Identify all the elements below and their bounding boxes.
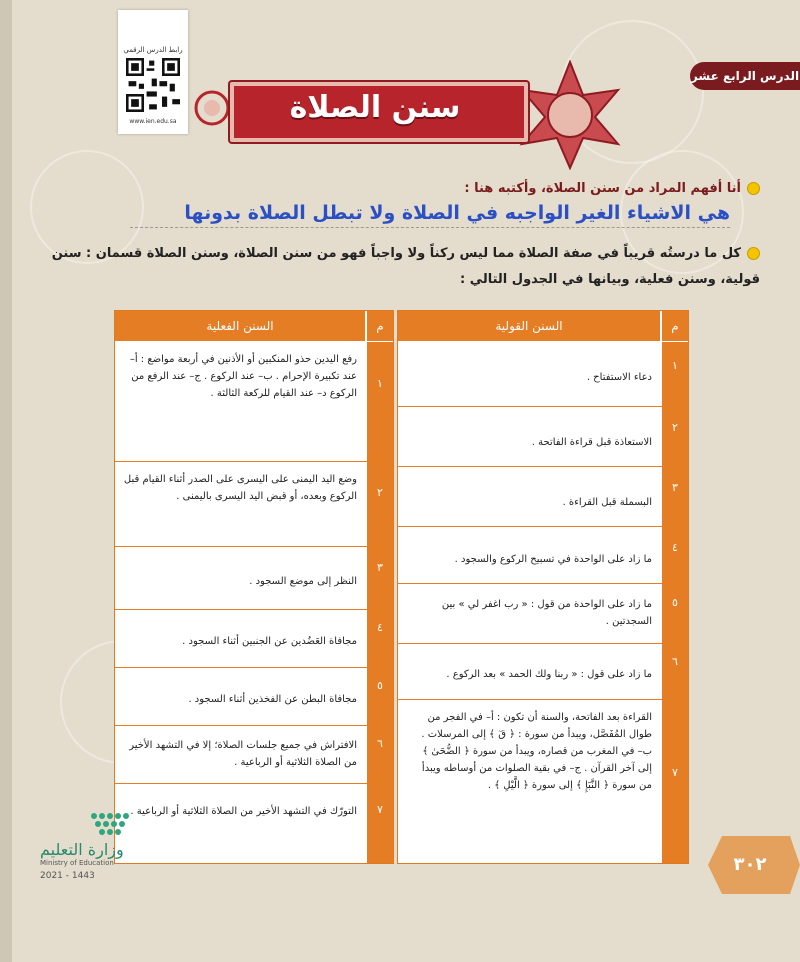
ministry-name-arabic: وزارة التعليم (40, 840, 124, 859)
qr-url: www.ien.edu.sa (129, 118, 177, 125)
yellow-bullet-icon (747, 247, 760, 260)
row-number: ٢ (672, 421, 678, 434)
row-number: ١ (672, 359, 678, 372)
row-divider (398, 466, 688, 467)
page-binding-edge (0, 0, 12, 962)
row-number: ٤ (377, 621, 383, 634)
verbal-table-header: السنن القولية (398, 311, 660, 341)
row-divider (398, 583, 688, 584)
table-cell: ما زاد على الواحدة من قول : « رب اغفر لي » بين السجدتين . (441, 599, 652, 627)
row-divider (115, 667, 393, 668)
table-cell: مجافاة البطن عن الفخذين أثناء السجود . (188, 694, 357, 705)
row-number: ٦ (672, 655, 678, 668)
table-cell: التورّك في التشهد الأخير من الصلاة الثلاثية أو الرباعية . (130, 806, 357, 817)
row-divider (115, 783, 393, 784)
verbal-sunan-table (397, 310, 689, 864)
page-number: ٣٠٢ (733, 854, 767, 875)
row-number: ٦ (377, 737, 383, 750)
table-cell: البسملة قبل القراءة . (562, 497, 652, 508)
table-cell: الافتراش في جميع جلسات الصلاة؛ إلا في التشهد الأخير من الصلاة الثلاثية أو الرباعية . (129, 740, 357, 768)
student-answer-field[interactable]: هي الاشياء الغير الواجبه في الصلاة ولا تبطل الصلاة بدونها (130, 199, 730, 228)
page-title: سنن الصلاة (289, 90, 461, 125)
table-cell: ما زاد على قول : « ربنا ولك الحمد » بعد الركوع . (446, 669, 652, 680)
row-divider (398, 643, 688, 644)
star-rosette-icon (515, 60, 625, 170)
lesson-title-banner (190, 60, 710, 170)
row-number: ٢ (377, 486, 383, 499)
qr-code-icon[interactable] (126, 58, 180, 112)
row-number: ٣ (377, 561, 383, 574)
actions-number-column (367, 342, 393, 863)
row-divider (398, 699, 688, 700)
row-number: ٣ (672, 481, 678, 494)
table-cell: الاستعاذة قبل قراءة الفاتحة . (531, 437, 652, 448)
row-number: ١ (377, 377, 383, 390)
table-cell: دعاء الاستفتاح . (586, 372, 652, 383)
table-cell: القراءة بعد الفاتحة، والسنة أن تكون : أ– في الفجر من طوال المُفَصَّل، ويبدأ من سورة : ﴿ قٓ ﴾ إلى المرسلات . ب– في المغرب من قصاره، ويبدأ من سورة ﴿ الضُّحَىٰ ﴾ إلى آخر القرآن . ج– في بقية الصلوات من أوساطه ويبدأ من سورة ﴿ النَّبَإِ ﴾ إلى سورة ﴿ الَّيْلِ ﴾ . (421, 712, 652, 791)
row-number: ٥ (377, 679, 383, 692)
edition-year: 2021 - 1443 (40, 871, 95, 881)
table-cell: ما زاد على الواحدة في تسبيح الركوع والسجود . (454, 554, 652, 565)
table-cell: مجافاة العَضُدين عن الجنبين أثناء السجود . (182, 636, 357, 647)
ministry-watermark (40, 800, 160, 881)
banner-left-flourish-icon (190, 88, 234, 128)
yellow-bullet-icon (747, 182, 760, 195)
intro-paragraph (40, 241, 760, 293)
row-number: ٥ (672, 596, 678, 609)
digital-lesson-qr-card[interactable] (118, 10, 188, 134)
understanding-prompt (110, 181, 760, 196)
actions-table-header: السنن الفعلية (115, 311, 365, 341)
qr-caption: رابط الدرس الرقمي (123, 46, 183, 54)
row-divider (398, 406, 688, 407)
prompt-text: أنا أفهم المراد من سنن الصلاة، وأكتبه هنا : (464, 181, 741, 196)
ministry-logo-dots-icon (88, 808, 148, 838)
row-number: ٧ (672, 766, 678, 779)
intro-text: كل ما درستُه قريباً في صفة الصلاة مما ليس ركناً ولا واجباً فهو من سنن الصلاة، وسنن الصلاة قسمان : سنن قولية، وسنن فعلية، وبيانها في الجدول التالي : (51, 246, 760, 287)
ministry-name-english: Ministry of Education (40, 859, 114, 867)
verbal-num-header: م (662, 311, 688, 341)
row-divider (115, 725, 393, 726)
lesson-number-tab: الدرس الرابع عشر (690, 62, 800, 90)
row-divider (115, 546, 393, 547)
row-divider (115, 609, 393, 610)
actions-num-header: م (367, 311, 393, 341)
table-cell: وضع اليد اليمنى على اليسرى على الصدر أثناء القيام قبل الركوع وبعده، أو قبض اليد اليسرى باليمنى . (123, 474, 357, 502)
table-cell: رفع اليدين حذو المنكبين أو الأذنين في أربعة مواضع : أ– عند تكبيرة الإحرام . ب– عند الركوع . ج– عند الرفع من الركوع د– عند القيام للركعة الثالثة . (129, 354, 357, 399)
actions-sunan-table (114, 310, 394, 864)
row-divider (398, 526, 688, 527)
table-cell: النظر إلى موضع السجود . (249, 576, 357, 587)
row-number: ٧ (377, 803, 383, 816)
row-divider (115, 461, 393, 462)
row-number: ٤ (672, 541, 678, 554)
